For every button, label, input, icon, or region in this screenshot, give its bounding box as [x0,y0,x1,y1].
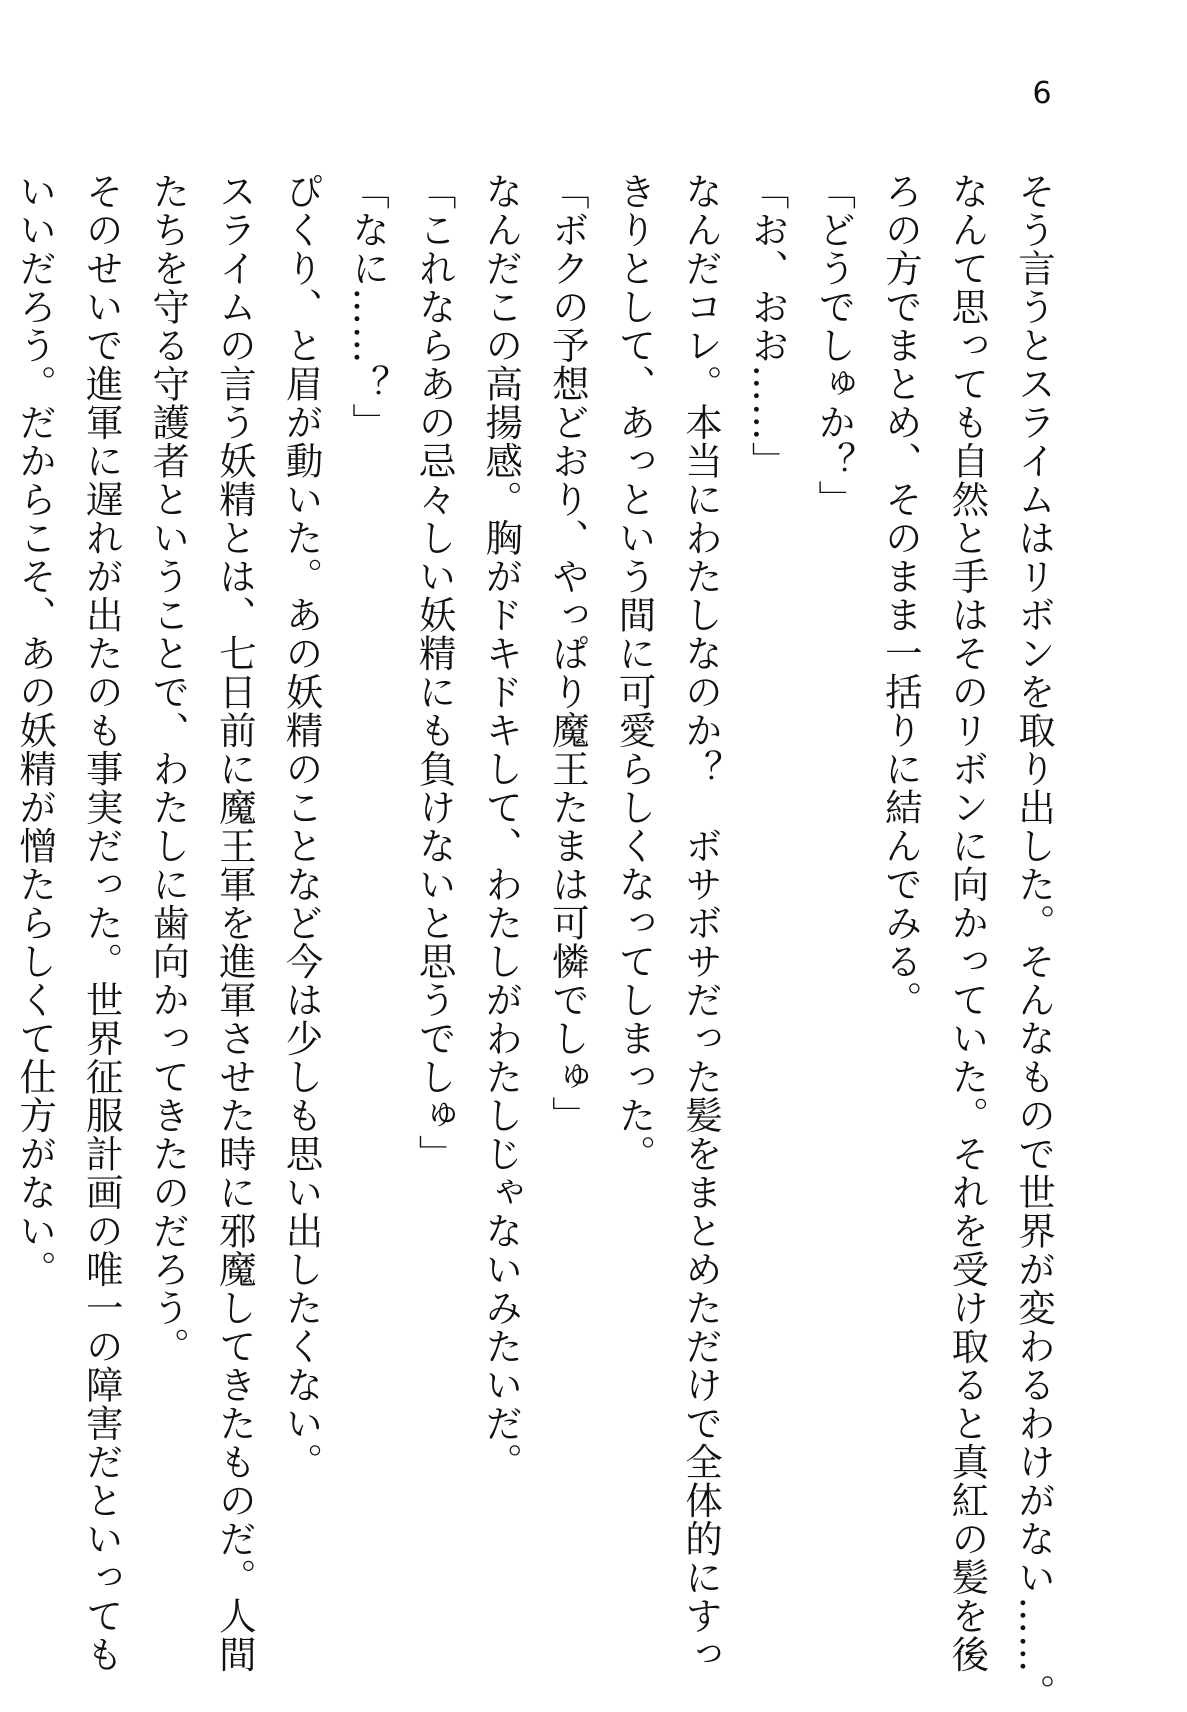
page-number: 6 [1032,76,1052,111]
dialogue-line: 「なに……？」 [346,172,391,442]
text-line: なんだこの高揚感。胸がドキドキして、わたしがわたしじゃないみたいだ。 [479,172,524,1481]
text-line: なんだコレ。本当にわたしなのか？ ボサボサだった髪をまとめただけで全体的にすっ [679,172,724,1674]
text-line: いいだろう。だからこそ、あの妖精が憎たらしくて仕方がない。 [13,172,58,1289]
text-line: きりとして、あっという間に可愛らしくなってしまった。 [612,172,657,1173]
text-line: ろの方でまとめ、そのまま一括りに結んでみる。 [878,172,923,1019]
dialogue-line: 「ボクの予想どおり、やっぱり魔王たまは可憐でしゅ」 [545,172,590,1135]
text-line: スライムの言う妖精とは、七日前に魔王軍を進軍させた時に邪魔してきたものだ。人間 [212,172,257,1674]
text-line: そう言うとスライムはリボンを取り出した。そんなもので世界が変わるわけがない……。 [1012,172,1056,1712]
text-line: たちを守る守護者ということで、わたしに歯向かってきたのだろう。 [146,172,191,1366]
text-line: なんて思っても自然と手はそのリボンに向かっていた。それを受け取ると真紅の髪を後 [945,172,990,1674]
text-line: ぴくり、と眉が動いた。あの妖精のことなど今は少しも思い出したくない。 [279,172,324,1481]
text-line: そのせいで進軍に遅れが出たのも事実だった。世界征服計画の唯一の障害だといっても [79,172,124,1674]
dialogue-line: 「これならあの忌々しい妖精にも負けないと思うでしゅ」 [412,172,457,1173]
dialogue-line: 「どうでしゅか？」 [812,172,857,519]
dialogue-line: 「お、おお……」 [745,172,790,480]
vertical-body-text [13,172,1067,1712]
